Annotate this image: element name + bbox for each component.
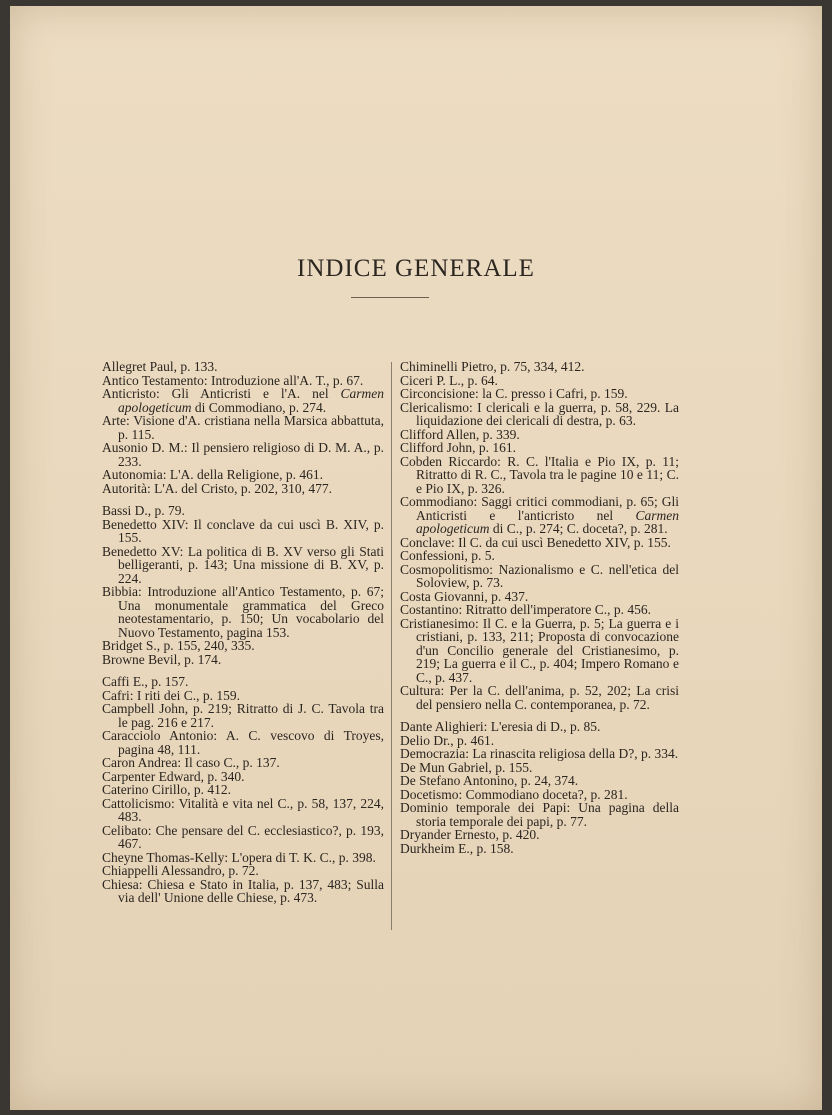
- index-entry: Autonomia: L'A. della Religione, p. 461.: [102, 467, 324, 482]
- index-entry: De Mun Gabriel, p. 155.: [400, 759, 533, 775]
- index-entry: [400, 495, 679, 536]
- index-entry: Carpenter Edward, p. 340.: [102, 768, 245, 784]
- index-entry: Benedetto XV: La politica di B. XV verso gli Stati belligeranti, p. 143; Una missione di B. XV, p. 224.: [102, 543, 384, 586]
- page-title: INDICE GENERALE: [297, 255, 535, 282]
- index-entry: Docetismo: Commodiano doceta?, p. 281.: [400, 786, 628, 802]
- index-entry: Cultura: Per la C. dell'anima, p. 52, 202; La crisi del pensiero nella C. contemporanea, p. 72.: [400, 683, 679, 712]
- index-entry: Cattolicismo: Vitalità e vita nel C., p. 58, 137, 224, 483.: [102, 795, 384, 824]
- index-entry-text: di C., p. 274; C. doceta?, p. 281.: [489, 521, 668, 536]
- index-entry: Dryander Ernesto, p. 420.: [400, 827, 540, 842]
- index-entry: Delio Dr., p. 461.: [400, 732, 495, 748]
- index-entry: Durkheim E., p. 158.: [400, 840, 514, 856]
- index-column-right: [400, 360, 679, 855]
- index-entry-italic-title: Carmen apologeticum: [118, 386, 384, 415]
- index-entry: Cafri: I riti dei C., p. 159.: [102, 687, 240, 703]
- index-entry: Ausonio D. M.: Il pensiero religioso di D. M. A., p. 233.: [102, 440, 384, 469]
- index-entry: Dante Alighieri: L'eresia di D., p. 85.: [400, 719, 601, 734]
- index-entry: Cosmopolitismo: Nazionalismo e C. nell'etica del Soloview, p. 73.: [400, 561, 679, 590]
- index-entry: Clifford John, p. 161.: [400, 440, 517, 455]
- index-entry: Costantino: Ritratto dell'imperatore C., p. 456.: [400, 602, 652, 617]
- index-entry: Allegret Paul, p. 133.: [102, 359, 218, 374]
- index-entry-italic-title: Carmen apologeticum: [416, 507, 679, 536]
- index-entry: Benedetto XIV: Il conclave da cui uscì B. XIV, p. 155.: [102, 516, 384, 545]
- index-entry: Bassi D., p. 79.: [102, 503, 185, 518]
- index-entry: Democrazia: La rinascita religiosa della D?, p. 334.: [400, 746, 679, 761]
- index-entry: Caffi E., p. 157.: [102, 674, 189, 689]
- index-entry: Autorità: L'A. del Cristo, p. 202, 310, 477.: [102, 480, 333, 496]
- index-entry-text: Anticristo: Gli Anticristi e l'A. nel: [102, 386, 341, 401]
- title-rule: [351, 297, 429, 298]
- index-entry: De Stefano Antonino, p. 24, 374.: [400, 773, 579, 788]
- index-entry: Caterino Cirillo, p. 412.: [102, 782, 231, 797]
- index-entry: Conclave: Il C. da cui uscì Benedetto XIV, p. 155.: [400, 534, 671, 550]
- index-entry: Cobden Riccardo: R. C. l'Italia e Pio IX, p. 11; Ritratto di R. C., Tavola tra le pagine 10 e 11; C. e Pio IX, p. 326.: [400, 453, 679, 496]
- index-entry: Chiesa: Chiesa e Stato in Italia, p. 137, 483; Sulla via dell' Unione delle Chiese, p. 473.: [102, 876, 384, 905]
- index-entry: Bibbia: Introduzione all'Antico Testamento, p. 67; Una monumentale grammatica del Greco neotestamentario, p. 150; Un vocabolario del Nuovo Testamento, pagina 153.: [102, 584, 384, 640]
- index-entry: Costa Giovanni, p. 437.: [400, 588, 529, 604]
- index-entry: Clericalismo: I clericali e la guerra, p. 58, 229. La liquidazione dei clericali di destra, p. 63.: [400, 399, 679, 428]
- index-entry: Celibato: Che pensare del C. ecclesiastico?, p. 193, 467.: [102, 822, 384, 851]
- index-entry: Bridget S., p. 155, 240, 335.: [102, 638, 255, 653]
- index-entry: Chiminelli Pietro, p. 75, 334, 412.: [400, 359, 585, 374]
- index-entry: Browne Bevil, p. 174.: [102, 651, 222, 667]
- index-entry: Campbell John, p. 219; Ritratto di J. C. Tavola tra le pag. 216 e 217.: [102, 701, 384, 730]
- index-entry: Ciceri P. L., p. 64.: [400, 372, 498, 388]
- index-entry: Caracciolo Antonio: A. C. vescovo di Troyes, pagina 48, 111.: [102, 728, 384, 757]
- index-entry: Confessioni, p. 5.: [400, 548, 495, 563]
- index-entry: Dominio temporale dei Papi: Una pagina della storia temporale dei papi, p. 77.: [400, 800, 679, 829]
- index-entry: Clifford Allen, p. 339.: [400, 426, 520, 442]
- index-entry: Caron Andrea: Il caso C., p. 137.: [102, 755, 280, 770]
- index-entry: [102, 387, 384, 414]
- index-entry: Antico Testamento: Introduzione all'A. T., p. 67.: [102, 372, 364, 388]
- column-divider: [391, 362, 392, 930]
- index-entry: Cristianesimo: Il C. e la Guerra, p. 5; La guerra e i cristiani, p. 133, 211; Proposta di convocazione d'un Concilio generale del Cristianesimo, p. 219; La guerra e il C., p. 404; Impero Romano e C., p. 437.: [400, 615, 679, 685]
- index-entry: Circoncisione: la C. presso i Cafri, p. 159.: [400, 386, 628, 401]
- index-entry-text: Commodiano: Saggi critici commodiani, p. 65; Gli Anticristi e l'anticristo nel: [400, 494, 679, 523]
- index-entry: Chiappelli Alessandro, p. 72.: [102, 863, 259, 878]
- index-column-left: [102, 360, 384, 905]
- index-entry: Arte: Visione d'A. cristiana nella Marsica abbattuta, p. 115.: [102, 413, 384, 442]
- index-entry-text: di Commodiano, p. 274.: [191, 399, 327, 415]
- index-entry: Cheyne Thomas-Kelly: L'opera di T. K. C., p. 398.: [102, 849, 376, 865]
